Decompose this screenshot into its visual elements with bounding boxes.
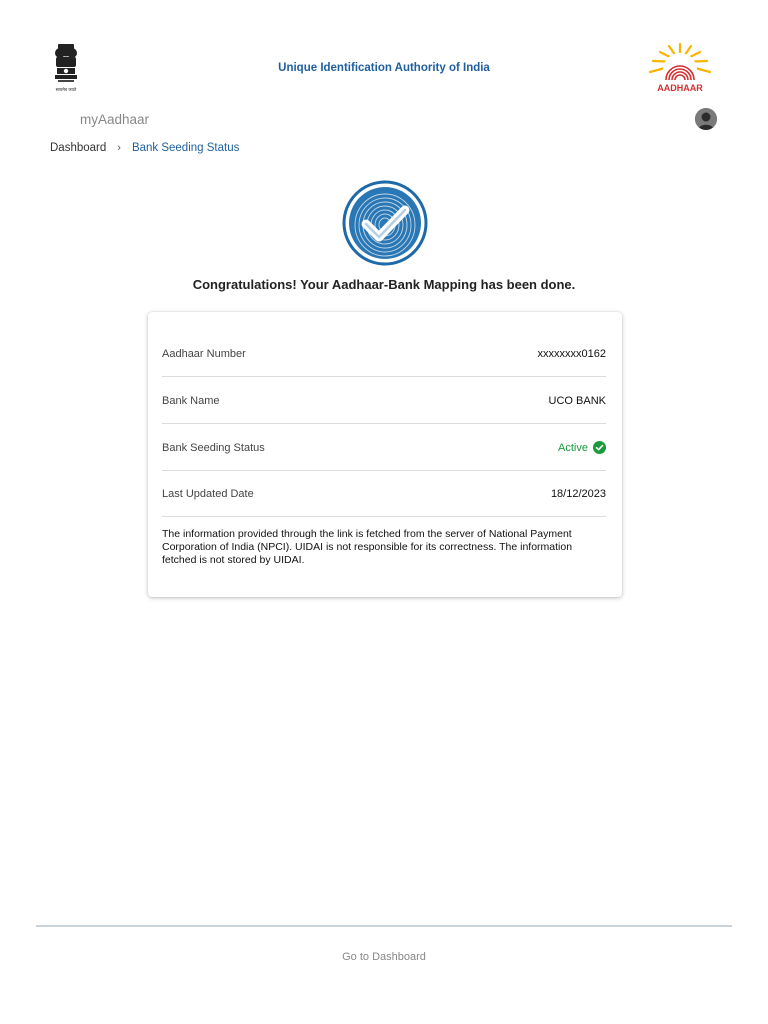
bank-name-row (162, 378, 606, 424)
app-name: myAadhaar (80, 112, 150, 127)
aadhaar-number-row (162, 331, 606, 377)
breadcrumb-dashboard[interactable]: Dashboard (50, 142, 107, 154)
breadcrumb-current: Bank Seeding Status (131, 142, 240, 154)
aadhaar-logo-icon (642, 42, 718, 96)
chevron-right-icon: › (117, 142, 121, 154)
row-label: Bank Name (162, 394, 220, 407)
row-label: Last Updated Date (162, 487, 254, 500)
user-avatar-icon (695, 108, 717, 130)
success-message: Congratulations! Your Aadhaar-Bank Mapping has been done. (192, 277, 576, 292)
svg-text:सत्यमेव जयते: सत्यमेव जयते (55, 87, 77, 92)
row-label: Bank Seeding Status (162, 441, 265, 454)
user-avatar[interactable] (695, 108, 717, 130)
row-label: Aadhaar Number (162, 347, 246, 360)
row-value: xxxxxxxx0162 (537, 347, 606, 360)
breadcrumb (50, 142, 239, 154)
header (0, 0, 768, 100)
seeding-details-card (148, 312, 622, 597)
check-circle-icon (593, 441, 606, 454)
status-text: Active (558, 441, 588, 454)
last-updated-row (162, 471, 606, 517)
seeding-status-row (162, 425, 606, 471)
fingerprint-check-icon (342, 180, 428, 266)
org-title: Unique Identification Authority of India (278, 62, 490, 74)
disclaimer-note: The information provided through the link is fetched from the server of National Payment Corporation of India (NPCI). UIDAI is not responsible for its correctness. The information fetched is not stored by UIDAI. (162, 528, 573, 567)
svg-text:AADHAAR: AADHAAR (657, 83, 703, 93)
row-value: UCO BANK (548, 394, 606, 407)
row-value: 18/12/2023 (550, 487, 606, 500)
footer-divider (36, 925, 732, 927)
status-badge (558, 441, 606, 454)
go-to-dashboard-link[interactable]: Go to Dashboard (342, 951, 426, 963)
